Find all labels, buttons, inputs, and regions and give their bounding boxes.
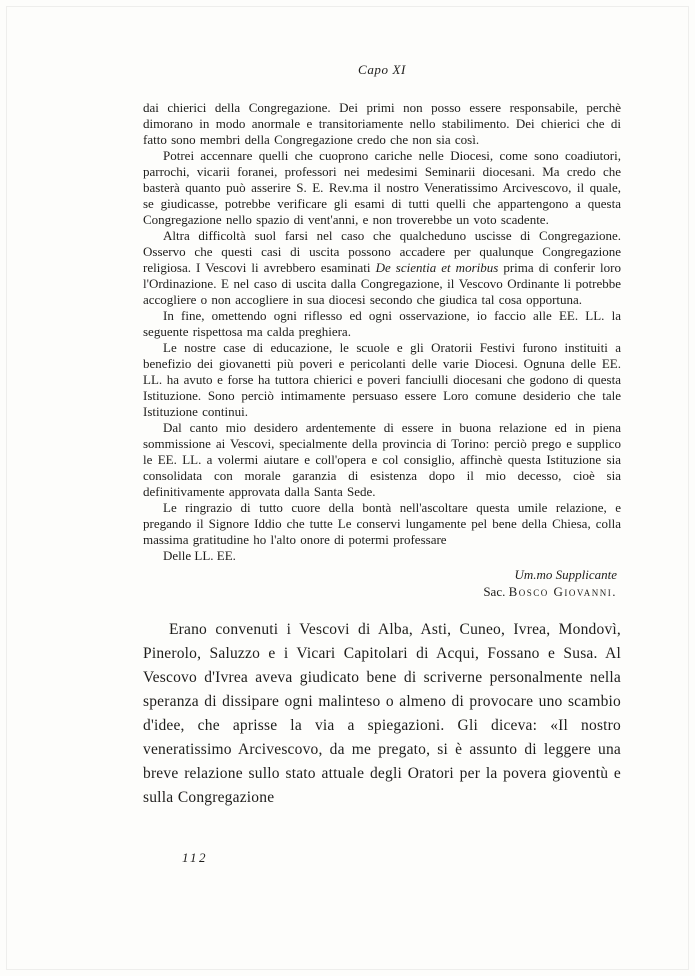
letter-paragraph-3-text-cont: prima di conferir loro l'Ordinazione. E nel caso di uscita dalla Congregazione, il Vescovo Ordinante li potrebbe accogliere o non accogliere in sua diocesi secondo che giudica tal cosa opportuna.: [143, 260, 621, 307]
signature-block: [143, 566, 621, 600]
letter-paragraph-7: Le ringrazio di tutto cuore della bontà nell'ascoltare questa umile relazione, e pregando il Signore Iddio che tutte Le conservi lungamente pel bene della Chiesa, colla massima gratitudine ho l'alto onore di potermi professare: [143, 500, 621, 547]
letter-paragraph-4: In fine, omettendo ogni riflesso ed ogni osservazione, io faccio alle EE. LL. la seguente rispettosa ma calda preghiera.: [143, 308, 621, 339]
signature-role: Um.mo Supplicante: [514, 567, 617, 582]
letter-paragraph-1: dai chierici della Congregazione. Dei primi non posso essere responsabile, perchè dimorano in modo anormale e transitoriamente nello stabilimento. Dei chierici che di fatto sono membri della Congregazione credo che non sia così.: [143, 100, 621, 147]
page-content: [143, 62, 621, 810]
letter-paragraph-2: Potrei accennare quelli che cuoprono cariche nelle Diocesi, come sono coadiutori, parrochi, vicarii foranei, professori nei medesimi Seminarii diocesani. Ma credo che basterà quanto può asserire S. E. Rev.ma il nostro Veneratissimo Arcivescovo, il quale, se giudicasse, potrebbe verificare gli esami di tutti quelli che appartengono a questa Congregazione nello spazio di vent'anni, e non troverebbe un voto scadente.: [143, 148, 621, 227]
narrative-paragraph: Erano convenuti i Vescovi di Alba, Asti, Cuneo, Ivrea, Mondovì, Pinerolo, Saluzzo e i Vicari Capitolari di Acqui, Fossano e Susa. Al Vescovo d'Ivrea aveva giudicato bene di scriverne personalmente nella speranza di dissipare ogni malinteso o almeno di provocare uno scambio d'idee, che aprisse la via a spiegazioni. Gli diceva: «Il nostro veneratissimo Arcivescovo, da me pregato, si è assunto di leggere una breve relazione sullo stato attuale degli Oratori per la povera gioventù e sulla Congregazione: [143, 621, 621, 806]
page-number: 112: [182, 850, 209, 865]
letter-paragraph-3-text: Altra difficoltà suol farsi nel caso che qualcheduno uscisse di Congregazione. Osservo che questi casi di uscita possono accadere per qualunque Congregazione religiosa. I Vescovi li avrebbero esaminati: [143, 228, 621, 275]
letter-paragraph-5: Le nostre case di educazione, le scuole e gli Oratorii Festivi furono instituiti a benefizio dei giovanetti più poveri e pericolanti delle varie Diocesi. Ognuna delle EE. LL. ha avuto e forse ha tuttora chierici e poveri fanciulli diocesani che godono di questa Istituzione. Sono perciò intimamente persuaso essere Loro comune desiderio che tale Istituzione continui.: [143, 340, 621, 419]
signature-title: Sac.: [483, 584, 506, 599]
signature-name: [143, 583, 617, 600]
signature-person: Bosco Giovanni.: [508, 584, 617, 599]
letter-paragraph-6: Dal canto mio desidero ardentemente di essere in buona relazione ed in piena sommissione ai Vescovi, specialmente della provincia di Torino: perciò prego e supplico le EE. LL. a volermi aiutare e coll'opera e col consiglio, affinchè questa Istituzione sia consolidata con morale garanzia di esistenza dopo il mio decesso, cioè sia definitivamente approvata dalla Santa Sede.: [143, 420, 621, 499]
letter-paragraph-3: [143, 228, 621, 308]
letter-closing: Delle LL. EE.: [163, 548, 236, 563]
chapter-header: Capo XI: [358, 62, 406, 77]
latin-phrase: De scientia et moribus: [375, 260, 499, 275]
